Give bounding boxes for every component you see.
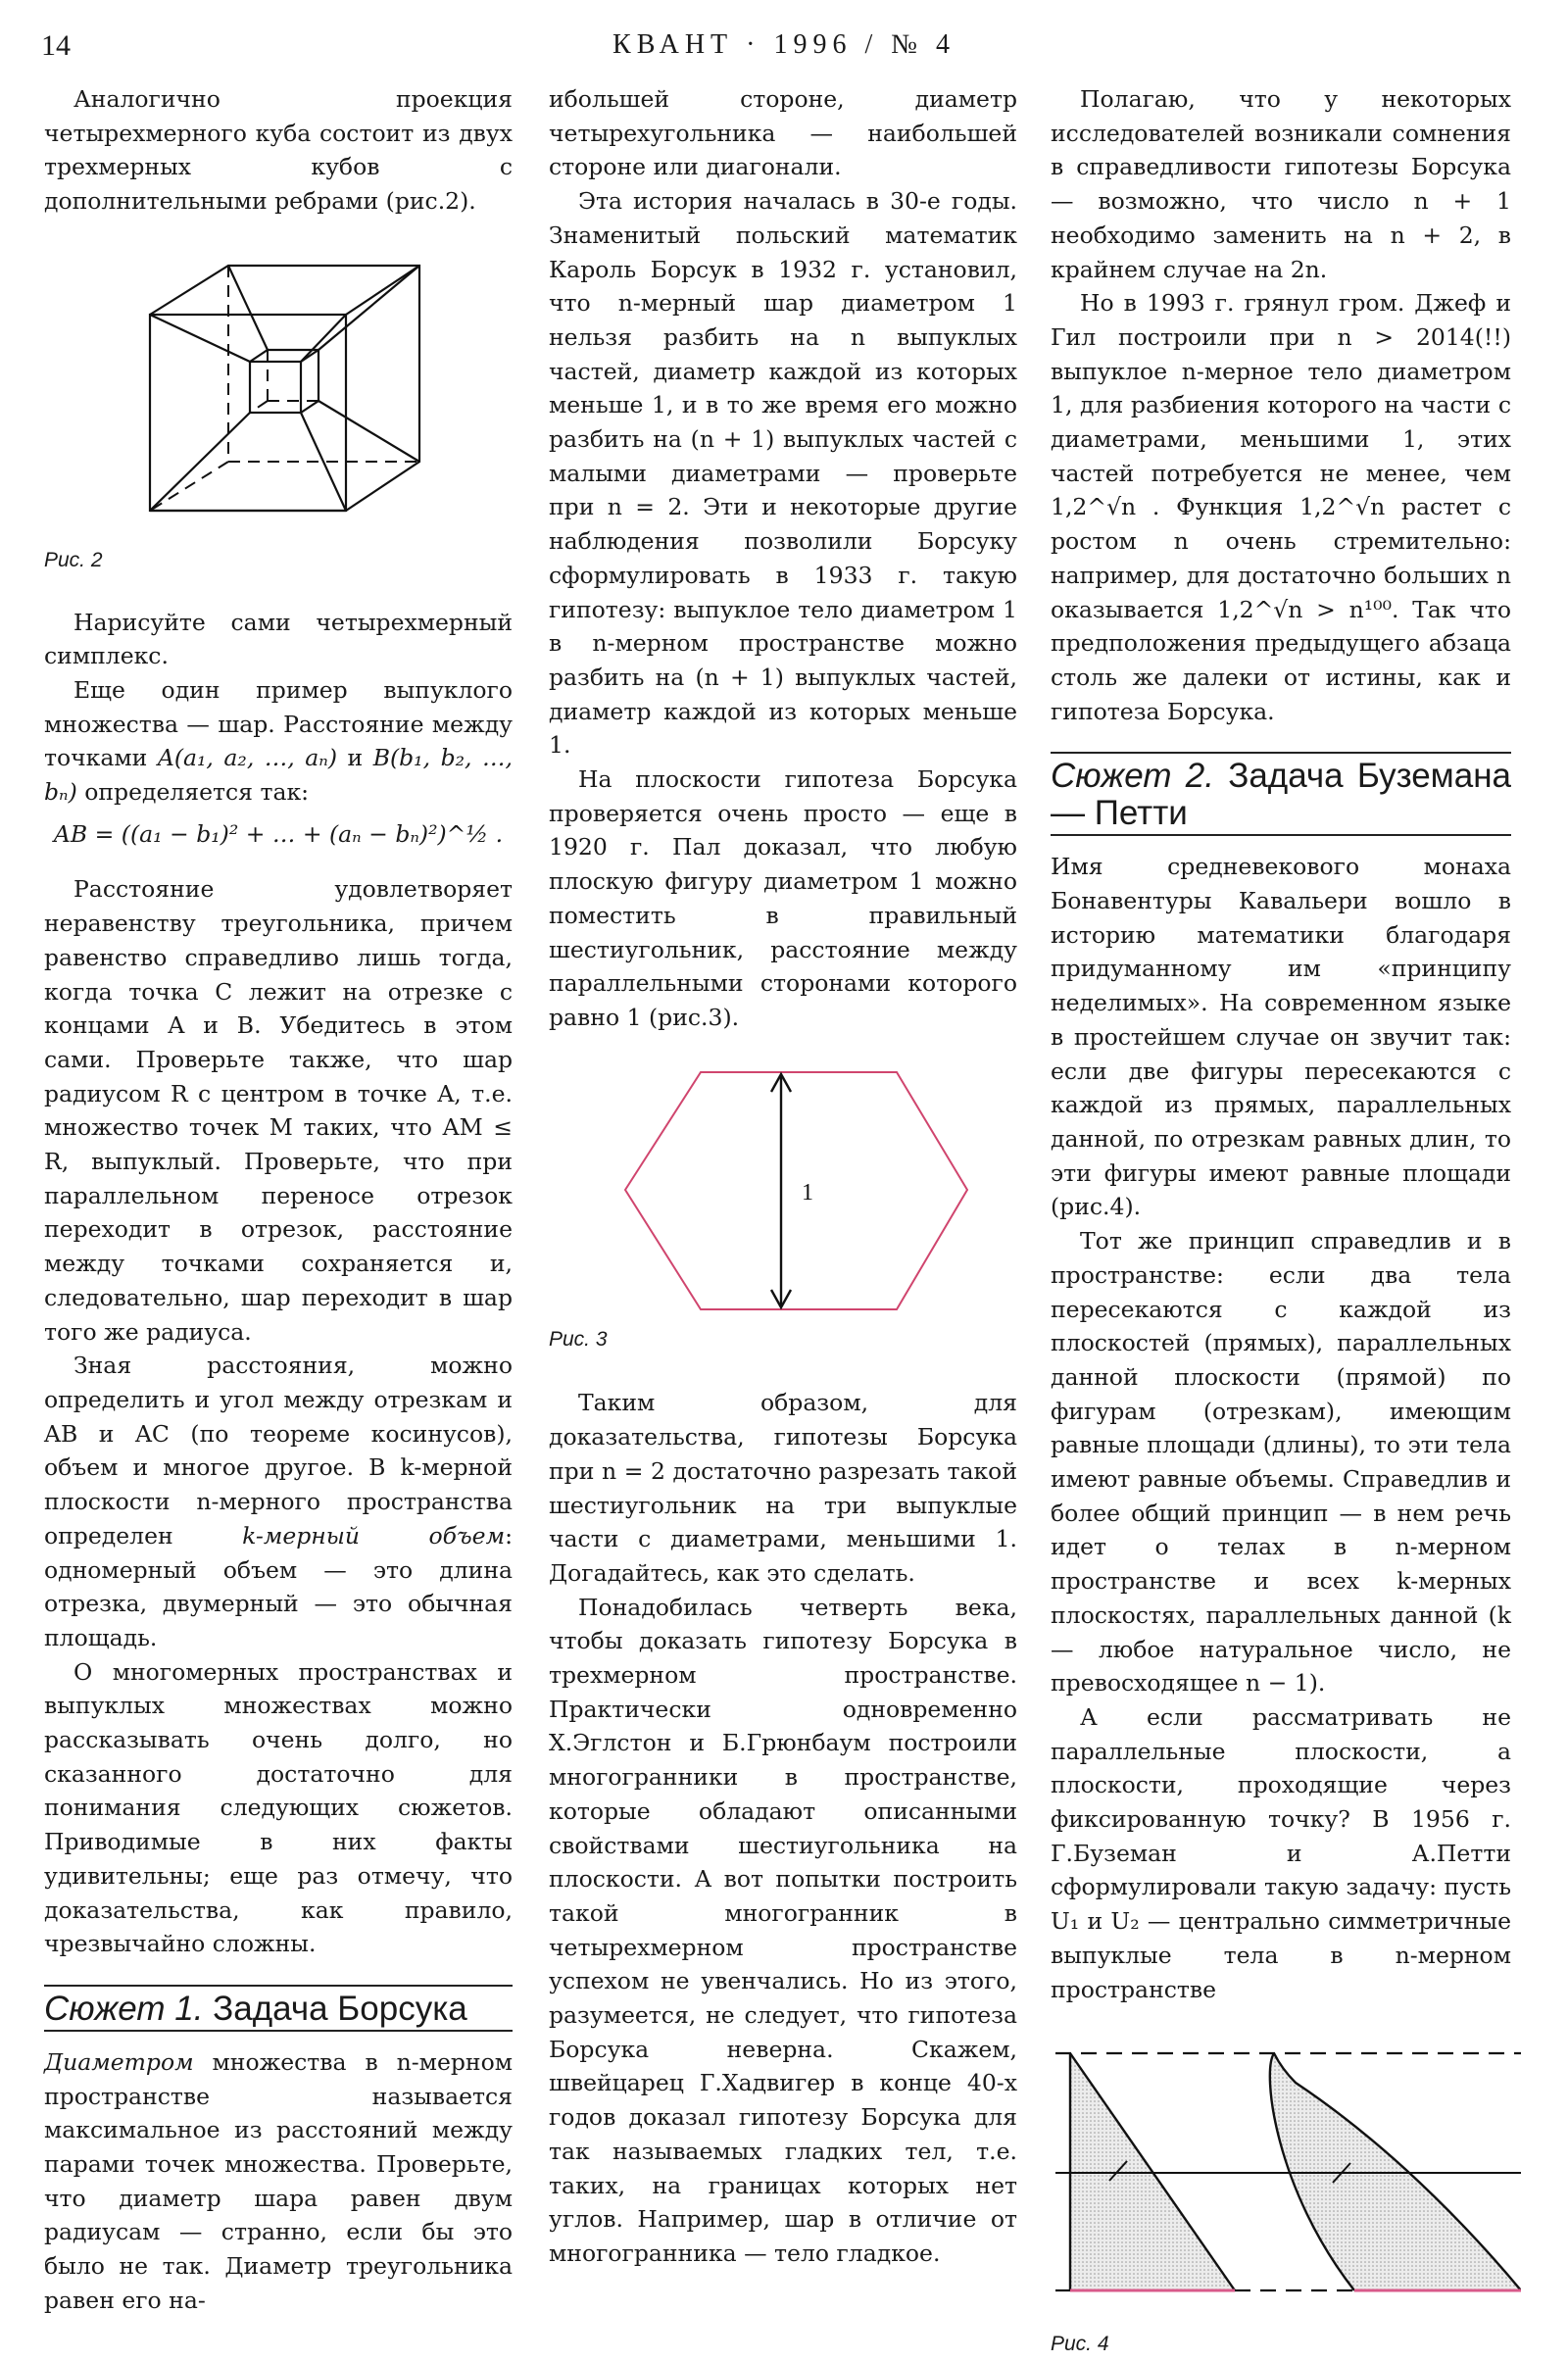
paragraph: Понадобилась четверть века, чтобы доказать гипотезу Борсука в трехмерном пространстве. Практически одновременно Х.Эглстон и Б.Грюнбаум построили многогранники в пространстве, которые обладают описанными свойствами шестиугольника на плоскости. А вот попытки построить такой многогранник в четырехмерном пространстве успехом не увенчались. Но из этого, разумеется, не следует, что гипотеза Борсука неверна. Скажем, швейцарец Г.Хадвигер в конце 40-х годов доказал гипотезу Борсука для так называемых гладких тел, т.е. таких, на границах которых нет углов. Например, шар в отличие от многогранника — тело гладкое.	[549, 1593, 1017, 2267]
column-2	[549, 82, 1017, 2271]
paragraph: Нарисуйте сами четырехмерный симплекс.	[44, 608, 513, 670]
figure-2-tesseract	[44, 244, 513, 578]
section-heading-2: Сюжет 2. Задача Буземана — Петти	[1051, 752, 1511, 836]
paragraph: Полагаю, что у некоторых исследователей возникали сомнения в справедливости гипотезы Борсука — возможно, что число n + 1 необходимо заменить на n + 2, в крайнем случае на 2n.	[1051, 85, 1511, 283]
section-heading-1: Сюжет 1. Задача Борсука	[44, 1985, 513, 2032]
paragraph: Тот же принцип справедлив и в пространстве: если два тела пересекаются с каждой из плоскостей (прямых), параллельных данной плоскости (прямой) по фигурам (отрезкам), имеющим равные площади (длины), то эти тела имеют равные объемы. Справедлив и более общий принцип — в нем речь идет о телах в n-мерном пространстве и всех k-мерных плоскостях, параллельных данной (k — любое натуральное число, не превосходящее n − 1).	[1051, 1227, 1511, 1698]
paragraph: Диаметром множества в n-мерном пространстве называется максимальное из расстояний между парами точек множества. Проверьте, что диаметр шара равен двум радиусам — странно, если бы это было не так. Диаметр треугольника равен его на-	[44, 2047, 513, 2314]
paragraph: Расстояние удовлетворяет неравенству треугольника, причем равенство справедливо лишь тогда, когда точка C лежит на отрезке с концами A и B. Убедитесь в этом сами. Проверьте также, что шар радиусом R с центром в точке A, т.е. множество точек M таких, что AM ≤ R, выпуклый. Проверьте, что при параллельном переносе отрезок переходит в отрезок, расстояние между точками сохраняется и, следовательно, шар переходит в шар того же радиуса.	[44, 875, 513, 1346]
paragraph: ибольшей стороне, диаметр четырехугольника — наибольшей стороне или диагонали.	[549, 85, 1017, 181]
paragraph: Эта история началась в 30-е годы. Знаменитый польский математик Кароль Борсук в 1932 г. установил, что n-мерный шар диаметром 1 нельзя разбить на n выпуклых частей, диаметр каждой из которых меньше 1, и в то же время его можно разбить на (n + 1) выпуклых частей с малыми диаметрами — проверьте при n = 2. Эти и некоторые другие наблюдения позволили Борсуку сформулировать в 1933 г. такую гипотезу: выпуклое тело диаметром 1 в n-мерном пространстве можно разбить на (n + 1) выпуклых частей, диаметр каждой из которых меньше 1.	[549, 187, 1017, 760]
paragraph: Имя средневекового монаха Бонавентуры Кавальери вошло в историю математики благодаря придуманному им «принципу неделимых». На современном языке в простейшем случае он звучит так: если две фигуры пересекаются с каждой из прямых, параллельных данной, по отрезкам равных длин, то эти фигуры имеют равные площади (рис.4).	[1051, 853, 1511, 1221]
running-head: КВАНТ · 1996 / № 4	[612, 29, 956, 60]
paragraph: Но в 1993 г. грянул гром. Джеф и Гил построили при n > 2014(!!) выпуклое n-мерное тело диаметром 1, для разбиения которого на части с диаметрами, меньшими 1, этих частей потребуется не менее, чем 1,2^√n . Функция 1,2^√n растет с ростом n очень стремительно: например, для достаточно больших n оказывается 1,2^√n > n¹⁰⁰. Так что предположения предыдущего абзаца столь же далеки от истины, как и гипотеза Борсука.	[1051, 289, 1511, 725]
paragraph: Аналогично проекция четырехмерного куба состоит из двух трехмерных кубов с дополнительными ребрами (рис.2).	[44, 85, 513, 216]
figure-4-caption: Рис. 4	[1051, 2333, 1109, 2356]
tesseract-diagram	[44, 244, 513, 538]
cavalieri-diagram	[1051, 2034, 1521, 2298]
paragraph: О многомерных пространствах и выпуклых множествах можно рассказывать очень долго, но сказанного достаточно для понимания следующих сюжетов. Приводимые в них факты удивительны; еще раз отмечу, что доказательства, как правило, чрезвычайно сложны.	[44, 1657, 513, 1958]
column-1	[44, 82, 513, 2318]
paragraph: А если рассматривать не параллельные плоскости, а плоскости, проходящие через фиксированную точку? В 1956 г. Г.Буземан и А.Петти сформулировали такую задачу: пусть U₁ и U₂ — центрально симметричные выпуклые тела в n-мерном пространстве	[1051, 1702, 1511, 2003]
paragraph: Зная расстояния, можно определить и угол между отрезкам и AB и AC (по теореме косинусов), объем и многое другое. В k-мерной плоскости n-мерного пространства определен k-мерный объем: одномерный объем — это длина отрезка, двумерный — это обычная площадь.	[44, 1352, 513, 1651]
hexagon-diagram	[549, 1053, 1017, 1317]
page-number: 14	[41, 29, 71, 62]
figure-4-cavalieri	[1051, 2034, 1511, 2362]
paragraph: Таким образом, для доказательства, гипотезы Борсука при n = 2 достаточно разрезать такой шестиугольник на три выпуклые части с диаметрами, меньшими 1. Догадайтесь, как это сделать.	[549, 1389, 1017, 1587]
figure-3-hexagon	[549, 1053, 1017, 1357]
figure-2-caption: Рис. 2	[44, 548, 103, 571]
distance-formula: AB = ((a₁ − b₁)² + … + (aₙ − bₙ)²)^½ .	[53, 819, 504, 848]
hexagon-width-label: 1	[802, 1179, 813, 1206]
figure-3-caption: Рис. 3	[549, 1327, 608, 1351]
column-3	[1051, 82, 1511, 2362]
paragraph: Еще один пример выпуклого множества — шар. Расстояние между точками A(a₁, a₂, …, aₙ) и B(b₁, b₂, …, bₙ) определяется так:	[44, 675, 514, 807]
paragraph: На плоскости гипотеза Борсука проверяется очень просто — еще в 1920 г. Пал доказал, что любую плоскую фигуру диаметром 1 можно поместить в правильный шестиугольник, расстояние между параллельными сторонами которого равно 1 (рис.3).	[549, 765, 1017, 1031]
